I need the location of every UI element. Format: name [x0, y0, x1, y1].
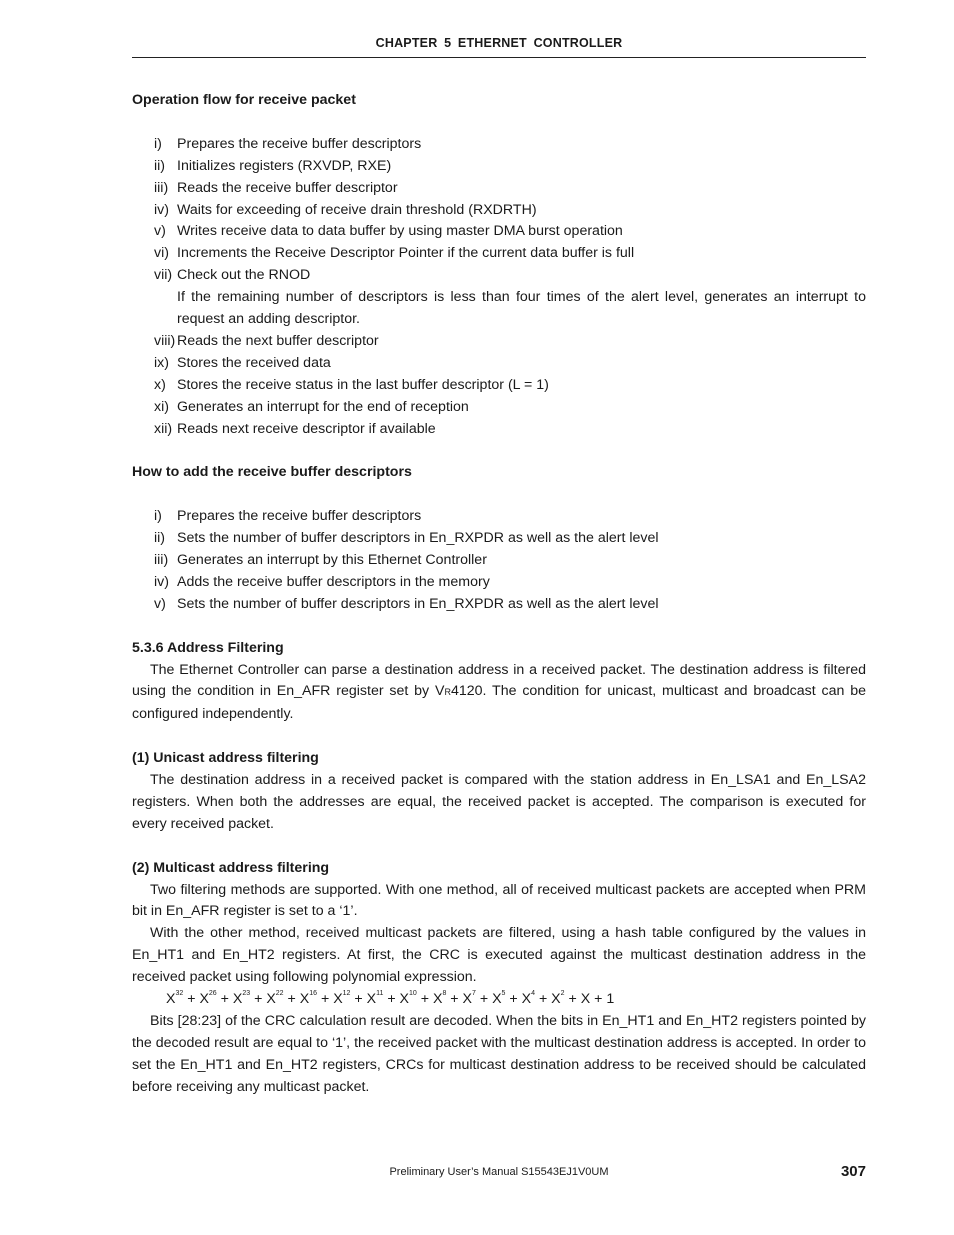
list-item: vii) Check out the RNOD If the remaining number of descriptors is less than four times of the alert level, generates an interrupt to request an adding descriptor.: [132, 265, 866, 331]
list-item: xii) Reads next receive descriptor if available: [154, 420, 436, 437]
list-item: ix) Stores the received data: [154, 354, 331, 371]
unicast-paragraph: The destination address in a received packet is compared with the station address in En_LSA1 and En_LSA2 registers. When both the addresses are equal, the received packet is accepted. The comparison is executed for every received packet.: [132, 772, 866, 832]
polynomial-term: $X^7$: [462, 990, 476, 1008]
add-descriptors-heading: How to add the receive buffer descriptors: [132, 464, 412, 481]
polynomial-term: $X^{32}$: [166, 990, 184, 1008]
polynomial-term: $X^{22}$: [266, 990, 284, 1008]
list-item: xi) Generates an interrupt for the end of reception: [154, 398, 469, 415]
polynomial-term: $X^{11}$: [366, 990, 384, 1008]
list-item: iii) Generates an interrupt by this Ethernet Controller: [154, 551, 487, 568]
list-item: vi) Increments the Receive Descriptor Pointer if the current data buffer is full: [154, 245, 635, 262]
polynomial-term: $X^4$: [521, 990, 535, 1008]
list-item: i) Prepares the receive buffer descriptors: [154, 135, 422, 152]
list-item: x) Stores the receive status in the last buffer descriptor (L = 1): [154, 376, 549, 393]
page-footer: [132, 1163, 866, 1183]
list-item: iii) Reads the receive buffer descriptor: [154, 179, 398, 196]
rnod-note: If the remaining number of descriptors is less than four times of the alert level, generates an interrupt to request an adding descriptor.: [177, 289, 866, 328]
unicast-heading: (1) Unicast address filtering: [132, 750, 319, 767]
address-filtering-paragraph: The Ethernet Controller can parse a destination address in a received packet. The destination address is filtered using the condition in En_AFR register set by VR4120. The condition for unicast, multicast and broadcast can be configured independently.: [132, 661, 866, 723]
multicast-paragraph-3: Bits [28:23] of the CRC calculation result are decoded. When the bits in En_HT1 and En_HT2 registers pointed by the decoded result are equal to ‘1’, the received packet with the multicast destination address is accepted. In order to set the En_HT1 and En_HT2 registers, CRCs for multicast destination address to be received should be calculated before receiving any multicast packet.: [132, 1012, 866, 1095]
page-number: 307: [840, 1163, 866, 1180]
list-item: iv) Adds the receive buffer descriptors in the memory: [154, 573, 490, 590]
polynomial-term: $X^{10}$: [399, 990, 417, 1008]
header-rule: [132, 57, 866, 58]
add-descriptors-list: [132, 506, 866, 616]
multicast-paragraph-2: With the other method, received multicast packets are filtered, using a hash table configured by the values in En_HT1 and En_HT2 registers. At first, the CRC is executed against the multicast destination address in the received packet using following polynomial expression.: [132, 925, 866, 986]
polynomial-term: $X^{16}$: [299, 990, 318, 1008]
manual-id: Preliminary User’s Manual S15543EJ1V0UM: [389, 1166, 609, 1178]
list-item: viii) Reads the next buffer descriptor: [154, 332, 379, 349]
list-item: ii) Initializes registers (RXVDP, RXE): [154, 157, 392, 174]
crc-polynomial: $X^{32} + X^{26} + X^{23} + X^{22} + X^{16} + X^{12} + X^{11} + X^{10} + X^8 + X^7 + X^5 + X^4 + X^2 + X + 1$: [166, 990, 615, 1008]
polynomial-term: $X^{12}$: [333, 990, 351, 1008]
address-filtering-heading: 5.3.6 Address Filtering: [132, 639, 284, 656]
chapter-header: CHAPTER 5 ETHERNET CONTROLLER: [375, 36, 623, 50]
polynomial-term: $X^8$: [432, 990, 447, 1008]
polynomial-term: $X^{23}$: [232, 990, 251, 1008]
receive-flow-list: [132, 134, 866, 441]
polynomial-term: $X^2$: [551, 990, 565, 1008]
list-item: v) Writes receive data to data buffer by using master DMA burst operation: [154, 223, 623, 240]
receive-flow-heading: Operation flow for receive packet: [132, 92, 356, 108]
list-item: v) Sets the number of buffer descriptors in En_RXPDR as well as the alert level: [154, 595, 659, 612]
list-item: ii) Sets the number of buffer descriptors in En_RXPDR as well as the alert level: [154, 530, 659, 547]
polynomial-term: $X^5$: [492, 990, 506, 1008]
list-item: i) Prepares the receive buffer descriptors: [154, 508, 422, 525]
page-content: [132, 90, 866, 1099]
multicast-paragraph-1: Two filtering methods are supported. With one method, all of received multicast packets are accepted when PRM bit in En_AFR register is set to a ‘1’.: [132, 881, 866, 920]
multicast-heading: (2) Multicast address filtering: [132, 859, 330, 876]
polynomial-term: $X^{26}$: [199, 990, 217, 1008]
list-item: iv) Waits for exceeding of receive drain threshold (RXDRTH): [154, 201, 537, 218]
